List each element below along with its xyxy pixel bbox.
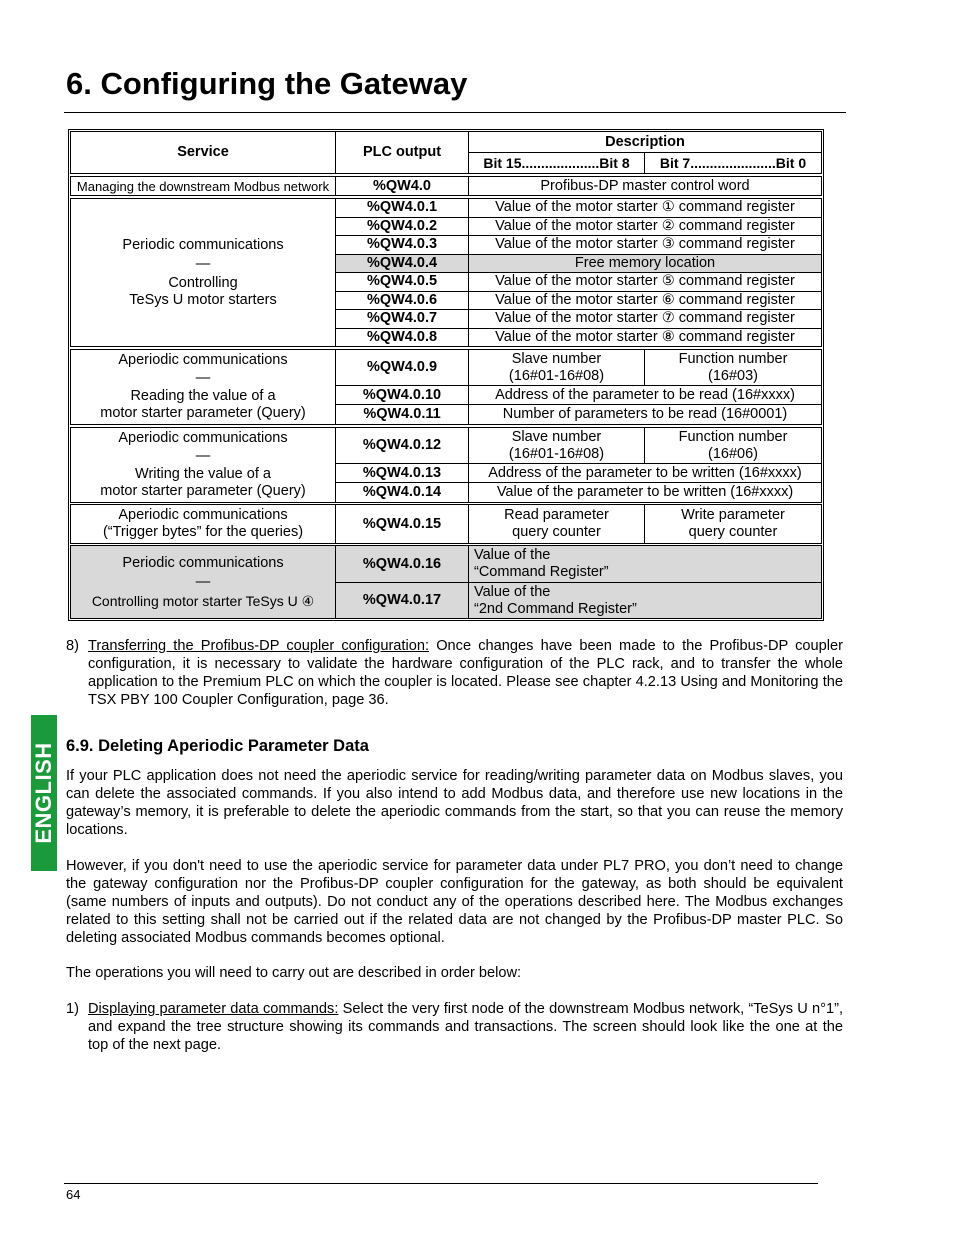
group5-service-line2: Controlling motor starter TeSys U ④ bbox=[91, 592, 315, 609]
g1-plc-8: %QW4.0.8 bbox=[335, 328, 469, 348]
g3-slave-b: (16#01-16#08) bbox=[508, 445, 605, 462]
header-description: Description bbox=[468, 131, 822, 153]
page-title: 6. Configuring the Gateway bbox=[66, 66, 468, 101]
group4-service-line2: (“Trigger bytes” for the queries) bbox=[102, 524, 304, 540]
g5-desc-1-b: “Command Register” bbox=[474, 564, 609, 580]
g3-func-b: (16#06) bbox=[708, 445, 758, 462]
g3-func-a: Function number bbox=[678, 428, 788, 445]
g2-desc-3: Number of parameters to be read (16#0001) bbox=[468, 404, 822, 425]
title-rule bbox=[64, 112, 846, 113]
group2-service-line2: Reading the value of a bbox=[130, 388, 276, 404]
g2-func-cell bbox=[644, 349, 822, 386]
g2-func-b: (16#03) bbox=[708, 367, 758, 384]
g4-write-a: Write parameter bbox=[681, 507, 785, 523]
group3-dash: — bbox=[195, 448, 211, 464]
g5-desc-1-a: Value of the bbox=[474, 547, 551, 563]
g5-plc-1: %QW4.0.16 bbox=[335, 545, 469, 583]
section-heading: 6.9. Deleting Aperiodic Parameter Data bbox=[66, 737, 369, 755]
header-bit7: Bit 7......................Bit 0 bbox=[644, 152, 822, 174]
group4-service bbox=[70, 504, 336, 544]
g1-desc-1: Value of the motor starter ① command register bbox=[468, 198, 822, 218]
g1-plc-6: %QW4.0.6 bbox=[335, 291, 469, 311]
g1-desc-8: Value of the motor starter ⑧ command register bbox=[468, 328, 822, 348]
g1-desc-6: Value of the motor starter ⑥ command register bbox=[468, 291, 822, 311]
g4-write-cell bbox=[644, 504, 822, 544]
g2-plc-3: %QW4.0.11 bbox=[335, 404, 469, 425]
g5-plc-2: %QW4.0.17 bbox=[335, 582, 469, 619]
g5-desc-1 bbox=[468, 545, 822, 583]
group2-service bbox=[70, 349, 336, 425]
item8-paragraph bbox=[88, 637, 843, 709]
g2-desc-2: Address of the parameter to be read (16#xxxx) bbox=[468, 385, 822, 405]
g1-plc-3: %QW4.0.3 bbox=[335, 235, 469, 255]
item8-text: Once changes have been made to the Profibus-DP coupler configuration, it is necessary to validate the hardware configuration of the PLC rack, and to transfer the whole application to the Premium PLC on which the coupler is located. Please see chapter 4.2.13 Using and Monitoring the TSX PBY 100 Coupler Configuration, page 36. bbox=[88, 638, 843, 708]
group5-service bbox=[70, 545, 336, 619]
row0-desc: Profibus-DP master control word bbox=[468, 176, 822, 196]
g3-slave-cell bbox=[468, 427, 645, 464]
group5-service-line1: Periodic communications bbox=[122, 554, 284, 571]
g3-plc-2: %QW4.0.13 bbox=[335, 463, 469, 483]
g2-plc-2: %QW4.0.10 bbox=[335, 385, 469, 405]
group5-dash: — bbox=[195, 573, 211, 590]
group3-service-line1: Aperiodic communications bbox=[118, 430, 288, 446]
group3-service-line2: Writing the value of a bbox=[135, 466, 271, 482]
header-service: Service bbox=[70, 131, 336, 174]
language-tab-label: ENGLISH bbox=[31, 742, 56, 844]
group2-service-line3: motor starter parameter (Query) bbox=[100, 405, 306, 421]
row0-plc: %QW4.0 bbox=[335, 176, 469, 196]
g4-read-a: Read parameter bbox=[504, 507, 609, 523]
g1-desc-5: Value of the motor starter ⑤ command register bbox=[468, 272, 822, 292]
group2-dash: — bbox=[195, 370, 211, 386]
footer-rule bbox=[64, 1183, 818, 1184]
g4-read-b: query counter bbox=[512, 524, 601, 540]
g3-slave-a: Slave number bbox=[511, 428, 602, 445]
g1-desc-7: Value of the motor starter ⑦ command register bbox=[468, 309, 822, 329]
g4-read-cell bbox=[468, 504, 645, 544]
header-plc-output: PLC output bbox=[335, 131, 469, 174]
g4-write-b: query counter bbox=[688, 524, 778, 540]
g2-slave-a: Slave number bbox=[511, 350, 602, 367]
group1-service bbox=[70, 198, 336, 347]
item1-text: Select the very first node of the downstream Modbus network, “TeSys U n°1”, and expand the tree structure showing its commands and transactions. The screen should look like the one at the top of the next page. bbox=[88, 1001, 843, 1053]
g1-plc-2: %QW4.0.2 bbox=[335, 217, 469, 237]
group3-service bbox=[70, 427, 336, 503]
item1-number: 1) bbox=[66, 1001, 79, 1017]
g3-desc-3: Value of the parameter to be written (16#xxxx) bbox=[468, 482, 822, 503]
output-table bbox=[68, 129, 824, 621]
g3-desc-2: Address of the parameter to be written (16#xxxx) bbox=[468, 463, 822, 483]
g3-plc-1: %QW4.0.12 bbox=[335, 427, 469, 464]
group1-service-line1: Periodic communications bbox=[122, 236, 284, 253]
group1-service-line2: Controlling bbox=[168, 274, 238, 291]
header-bit15: Bit 15....................Bit 8 bbox=[468, 152, 645, 174]
group3-service-line3: motor starter parameter (Query) bbox=[100, 483, 306, 499]
g2-slave-cell bbox=[468, 349, 645, 386]
g2-slave-b: (16#01-16#08) bbox=[508, 367, 605, 384]
g5-desc-2-b: “2nd Command Register” bbox=[474, 600, 637, 617]
group4-service-line1: Aperiodic communications bbox=[118, 507, 288, 523]
row0-service: Managing the downstream Modbus network bbox=[70, 176, 336, 196]
paragraph-3: The operations you will need to carry out are described in order below: bbox=[66, 965, 522, 981]
g5-desc-2-a: Value of the bbox=[474, 583, 551, 600]
g5-desc-2 bbox=[468, 582, 822, 619]
page-number: 64 bbox=[66, 1187, 81, 1202]
group1-service-line3: TeSys U motor starters bbox=[129, 291, 277, 308]
g1-desc-4: Free memory location bbox=[468, 254, 822, 274]
group2-service-line1: Aperiodic communications bbox=[118, 352, 288, 368]
g3-plc-3: %QW4.0.14 bbox=[335, 482, 469, 503]
g1-plc-5: %QW4.0.5 bbox=[335, 272, 469, 292]
item8-link: Transferring the Profibus-DP coupler configuration: bbox=[88, 638, 430, 654]
g2-plc-1: %QW4.0.9 bbox=[335, 349, 469, 386]
item1-link: Displaying parameter data commands: bbox=[88, 1001, 339, 1017]
g1-plc-4: %QW4.0.4 bbox=[335, 254, 469, 274]
g2-func-a: Function number bbox=[678, 350, 788, 367]
g1-desc-2: Value of the motor starter ② command register bbox=[468, 217, 822, 237]
group1-dash: — bbox=[195, 255, 211, 272]
paragraph-1: If your PLC application does not need the aperiodic service for reading/writing parameter data on Modbus slaves, you can delete the associated commands. If you also intend to add Modbus data, and therefore use new locations in the gateway’s memory, it is preferable to delete the aperiodic commands from the start, so that you can reuse the memory locations. bbox=[66, 768, 843, 838]
g1-desc-3: Value of the motor starter ③ command register bbox=[468, 235, 822, 255]
language-tab bbox=[31, 715, 57, 871]
item8-number: 8) bbox=[66, 638, 79, 654]
item1-paragraph bbox=[88, 1000, 843, 1054]
g3-func-cell bbox=[644, 427, 822, 464]
g1-plc-7: %QW4.0.7 bbox=[335, 309, 469, 329]
paragraph-2: However, if you don't need to use the aperiodic service for parameter data under PL7 PRO, you don’t need to change the gateway configuration nor the Profibus-DP coupler configuration for the gateway, as both should be equivalent (same numbers of inputs and outputs). Do not conduct any of the operations described here. The Modbus exchanges related to this setting shall not be carried out if the related data are not changed by the Profibus-DP master PLC. So deleting associated Modbus commands becomes optional. bbox=[66, 858, 843, 946]
g1-plc-1: %QW4.0.1 bbox=[335, 198, 469, 218]
g4-plc: %QW4.0.15 bbox=[335, 504, 469, 544]
